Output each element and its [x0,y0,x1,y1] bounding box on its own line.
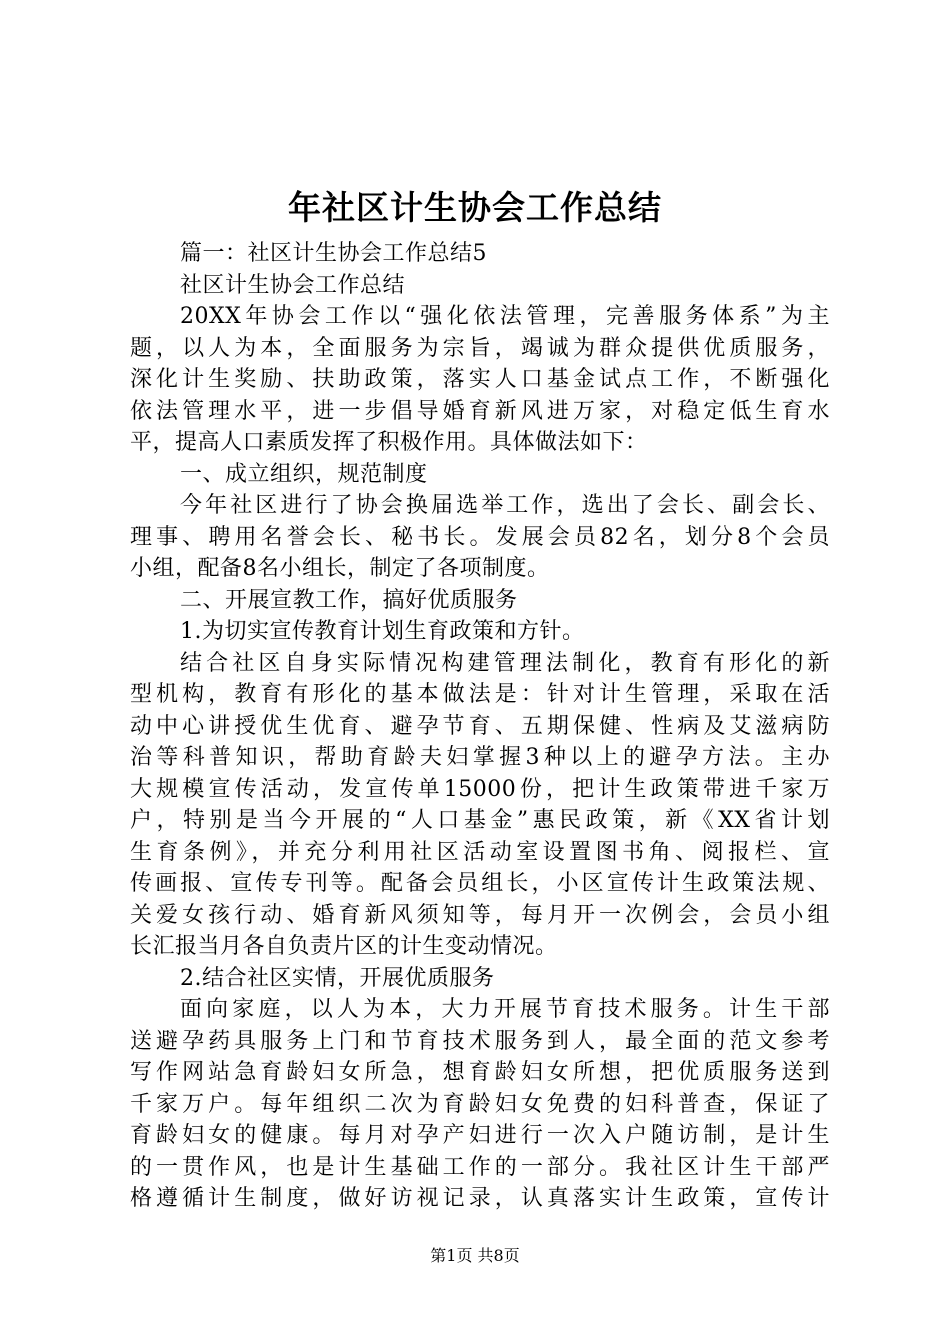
text-line: 生育条例》，并充分利用社区活动室设置图书角、阅报栏、宣 [130,839,830,865]
section-heading: 二、开展宣教工作，搞好优质服务 [180,587,518,613]
section-heading: 一、成立组织，规范制度 [180,461,428,487]
subsection-heading: 1.为切实宣传教育计划生育政策和方针。 [180,619,585,644]
text-line: 格遵循计生制度，做好访视记录，认真落实计生政策，宣传计 [130,1186,830,1211]
document-body [130,238,830,1215]
text-line: 理事、聘用名誉会长、秘书长。发展会员82名，划分8个会员 [130,524,830,550]
text-line: 20XX年协会工作以“强化依法管理，完善服务体系”为主 [180,304,830,329]
text-line: 结合社区自身实际情况构建管理法制化，教育有形化的新 [180,650,830,676]
text-line: 依法管理水平，进一步倡导婚育新风进万家，对稳定低生育水 [130,398,830,424]
text-line: 育龄妇女的健康。每月对孕产妇进行一次入户随访制，是计生 [130,1123,830,1148]
text-line: 动中心讲授优生优育、避孕节育、五期保健、性病及艾滋病防 [130,713,830,739]
text-line: 深化计生奖励、扶助政策，落实人口基金试点工作，不断强化 [130,367,830,392]
text-line: 传画报、宣传专刊等。配备会员组长，小区宣传计生政策法规、 [130,871,830,896]
text-line: 社区计生协会工作总结 [180,272,406,298]
subsection-heading: 2.结合社区实情，开展优质服务 [180,965,495,991]
text-line: 关爱女孩行动、婚育新风须知等，每月开一次例会，会员小组 [130,902,830,928]
text-line: 的一贯作风，也是计生基础工作的一部分。我社区计生干部严 [130,1154,830,1180]
text-line: 型机构，教育有形化的基本做法是：针对计生管理，采取在活 [130,682,830,707]
text-line: 户，特别是当今开展的“人口基金”惠民政策，新《XX省计划 [130,808,830,833]
text-line: 平，提高人口素质发挥了积极作用。具体做法如下： [130,430,648,455]
text-line: 题，以人为本，全面服务为宗旨，竭诚为群众提供优质服务， [130,335,830,361]
text-line: 面向家庭，以人为本，大力开展节育技术服务。计生干部 [180,997,830,1022]
document-title: 年社区计生协会工作总结 [288,188,662,227]
text-line: 大规模宣传活动，发宣传单15000份，把计生政策带进千家万 [130,776,830,802]
text-line: 千家万户。每年组织二次为育龄妇女免费的妇科普查，保证了 [130,1091,830,1117]
page-footer: 第1页 共8页 [430,1246,520,1265]
text-line: 今年社区进行了协会换届选举工作，选出了会长、副会长、 [180,493,830,518]
text-line: 写作网站急育龄妇女所急，想育龄妇女所想，把优质服务送到 [130,1060,830,1085]
text-line: 篇一：社区计生协会工作总结5 [180,241,487,266]
text-line: 长汇报当月各自负责片区的计生变动情况。 [130,934,558,959]
text-line: 治等科普知识，帮助育龄夫妇掌握3种以上的避孕方法。主办 [130,745,830,770]
text-line: 送避孕药具服务上门和节育技术服务到人，最全面的范文参考 [130,1028,830,1054]
text-line: 小组，配备8名小组长，制定了各项制度。 [130,556,550,581]
